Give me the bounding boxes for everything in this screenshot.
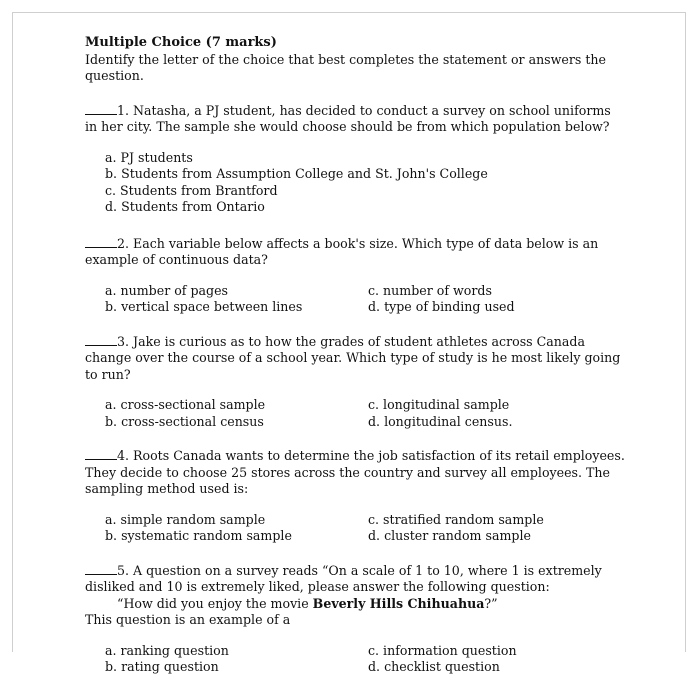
question-1 <box>85 103 625 136</box>
question-5-text: 5. A question on a survey reads “On a scale of 1 to 10, where 1 is extremely disliked and 10 is extremely liked, please answer the following question: <box>85 562 602 594</box>
question-2-options <box>105 283 625 316</box>
question-5 <box>85 563 625 596</box>
option-2a: a. number of pages <box>105 282 229 298</box>
question-3-text: 3. Jake is curious as to how the grades of student athletes across Canada change over the course of a school year. Which type of study is he most likely going to run? <box>85 333 621 382</box>
answer-blank-3[interactable] <box>85 334 117 346</box>
option-3d: d. longitudinal census. <box>368 413 513 429</box>
option-5a: a. ranking question <box>105 642 229 658</box>
movie-title: Beverly Hills Chihuahua <box>312 595 485 611</box>
quiz-document <box>85 35 625 694</box>
question-1-text: 1. Natasha, a PJ student, has decided to conduct a survey on school uniforms in her city. The sample she would choose should be from which population below? <box>85 102 611 134</box>
option-1a: a. PJ students <box>105 149 193 165</box>
option-5c: c. information question <box>368 642 517 658</box>
answer-blank-5[interactable] <box>85 563 117 575</box>
option-2c: c. number of words <box>368 282 492 298</box>
option-3a: a. cross-sectional sample <box>105 397 266 412</box>
question-3 <box>85 334 625 384</box>
option-5b: b. rating question <box>105 659 219 674</box>
answer-blank-4[interactable] <box>85 448 117 460</box>
option-5d: d. checklist question <box>368 659 500 674</box>
section-instruction: Identify the letter of the choice that best completes the statement or answers the question. <box>85 51 606 83</box>
option-2b: b. vertical space between lines <box>105 299 303 314</box>
movie-line-suffix: ?” <box>484 595 498 611</box>
option-4c: c. stratified random sample <box>368 511 544 527</box>
question-2 <box>85 236 625 269</box>
answer-blank-2[interactable] <box>85 236 117 248</box>
option-3c: c. longitudinal sample <box>368 397 510 412</box>
question-4-options <box>105 512 625 545</box>
question-1-options <box>105 150 625 216</box>
answer-blank-1[interactable] <box>85 103 117 115</box>
movie-line-prefix: “How did you enjoy the movie <box>117 595 313 611</box>
question-4 <box>85 448 625 498</box>
option-1d: d. Students from Ontario <box>105 199 265 214</box>
question-5-options <box>105 643 625 676</box>
option-3b: b. cross-sectional census <box>105 413 264 429</box>
option-2d: d. type of binding used <box>368 299 515 314</box>
option-4a: a. simple random sample <box>105 511 266 527</box>
section-heading: Multiple Choice (7 marks) <box>85 35 277 50</box>
question-2-text: 2. Each variable below affects a book's size. Which type of data below is an example of continuous data? <box>85 235 599 267</box>
option-1c: c. Students from Brantford <box>105 182 278 198</box>
question-5-movie-line <box>85 596 625 613</box>
question-4-text: 4. Roots Canada wants to determine the job satisfaction of its retail employees. They decide to choose 25 stores across the country and survey all employees. The sampling method used is: <box>85 448 625 496</box>
question-3-options <box>105 397 625 430</box>
option-1b: b. Students from Assumption College and St. John's College <box>105 166 488 181</box>
question-5-tail: This question is an example of a <box>85 612 291 627</box>
option-4d: d. cluster random sample <box>368 528 531 543</box>
option-4b: b. systematic random sample <box>105 528 292 543</box>
